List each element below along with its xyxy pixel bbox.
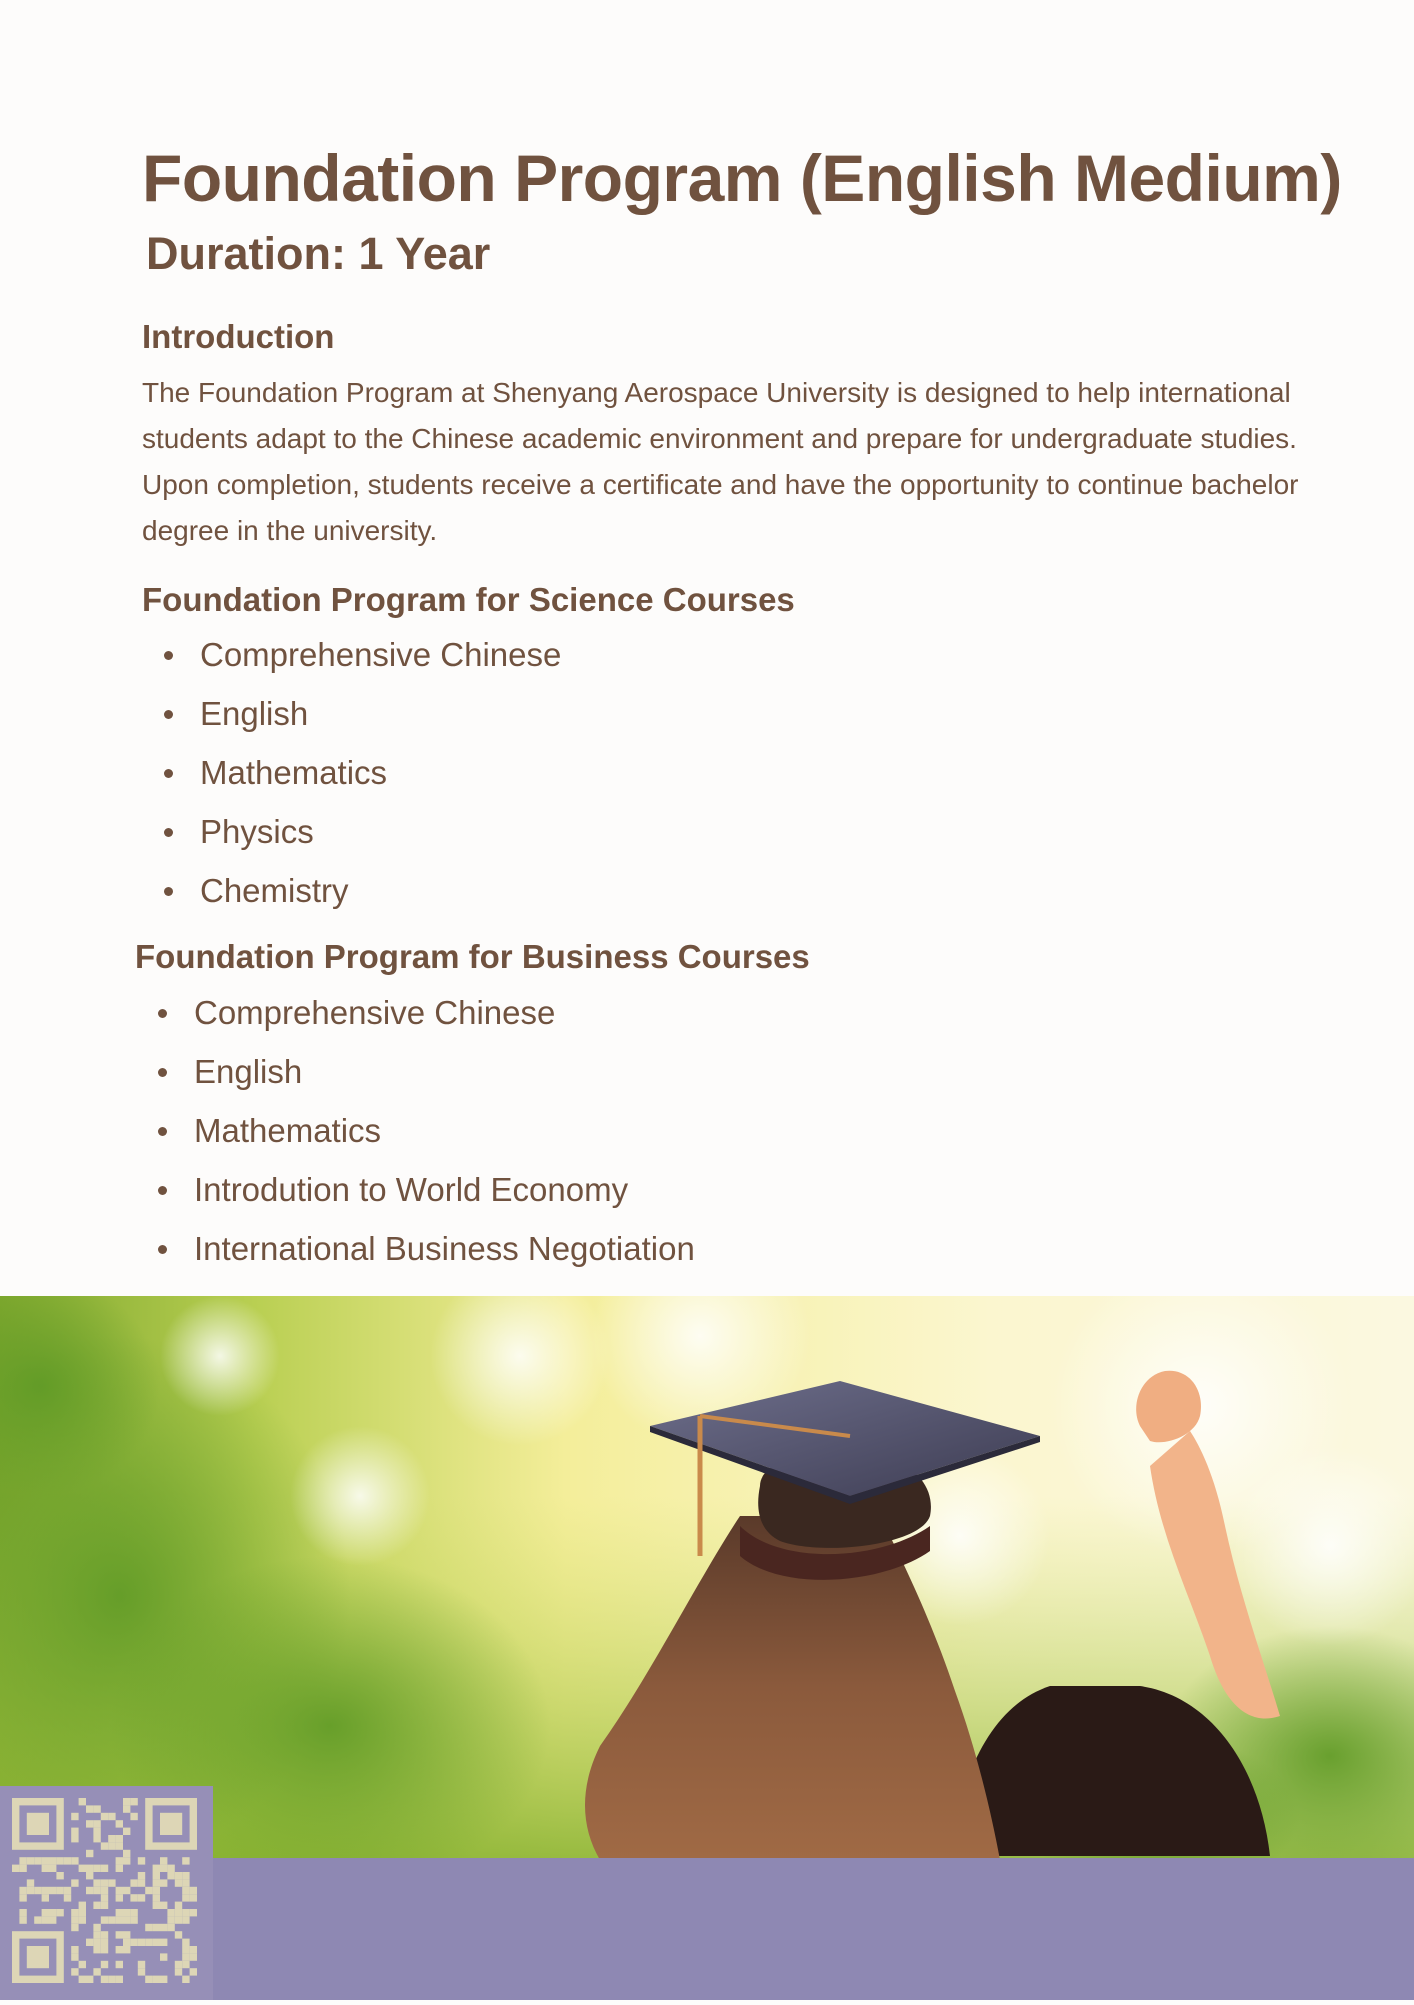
course-name: Mathematics: [200, 754, 388, 791]
introduction-heading: Introduction: [142, 318, 335, 355]
bullet-icon: [158, 1127, 167, 1136]
course-name: Comprehensive Chinese: [194, 994, 556, 1031]
science-course-list: [158, 630, 561, 925]
bullet-icon: [164, 828, 173, 837]
course-name: Comprehensive Chinese: [200, 636, 562, 673]
course-name: Physics: [200, 813, 314, 850]
list-item: [158, 748, 561, 807]
page-title: Foundation Program (English Medium): [142, 141, 1342, 215]
course-name: Chemistry: [200, 872, 349, 909]
bullet-icon: [158, 1068, 167, 1077]
introduction-text: The Foundation Program at Shenyang Aerospace University is designed to help international students adapt to the Chinese academic environment and prepare for undergraduate studies. Upon completion, students receive a certificate and have the opportunity to continue bachelor degree in the university.: [142, 377, 1299, 546]
bullet-icon: [164, 651, 173, 660]
business-course-list: [152, 988, 695, 1283]
course-name: Mathematics: [194, 1112, 382, 1149]
course-name: English: [194, 1053, 303, 1090]
qr-code[interactable]: [0, 1786, 213, 2000]
bullet-icon: [164, 769, 173, 778]
bullet-icon: [158, 1245, 167, 1254]
graduate-photo: [0, 1296, 1414, 1860]
list-item: [152, 1047, 695, 1106]
course-name: English: [200, 695, 309, 732]
bullet-icon: [164, 710, 173, 719]
bullet-icon: [164, 887, 173, 896]
list-item: [152, 988, 695, 1047]
duration-subtitle: Duration: 1 Year: [146, 228, 491, 279]
science-courses-heading: Foundation Program for Science Courses: [142, 581, 795, 618]
bullet-icon: [158, 1009, 167, 1018]
list-item: [158, 689, 561, 748]
list-item: [158, 807, 561, 866]
list-item: [158, 630, 561, 689]
course-name: Introdution to World Economy: [194, 1171, 629, 1208]
list-item: [152, 1224, 695, 1283]
list-item: [158, 866, 561, 925]
course-name: International Business Negotiation: [194, 1230, 695, 1267]
bullet-icon: [158, 1186, 167, 1195]
business-courses-heading: Foundation Program for Business Courses: [135, 938, 810, 975]
list-item: [152, 1165, 695, 1224]
list-item: [152, 1106, 695, 1165]
